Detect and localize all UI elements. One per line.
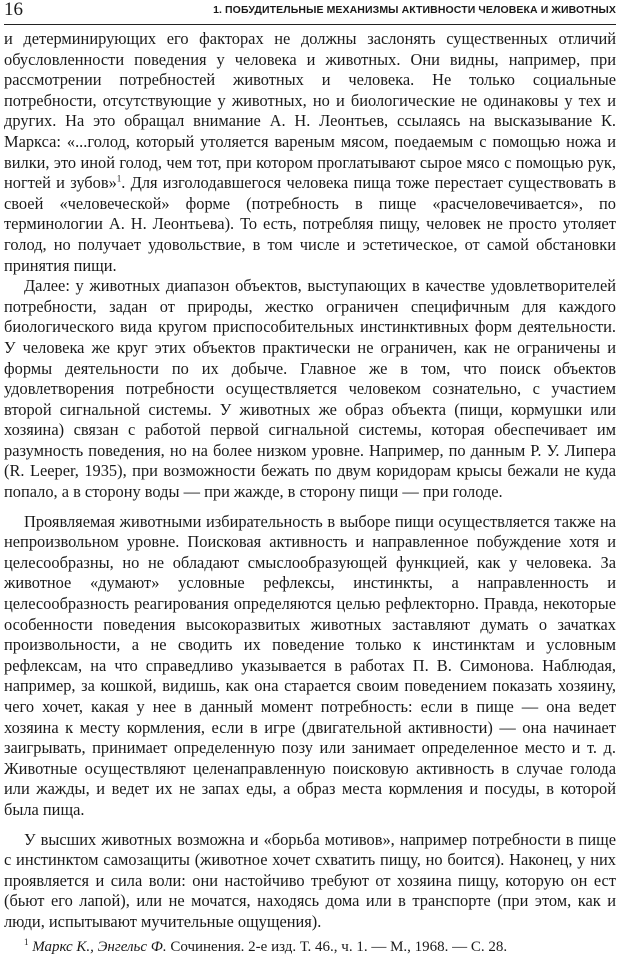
footnote-citation: Сочинения. 2-е изд. Т. 46., ч. 1. — М., 1968. — С. 28.	[166, 939, 508, 955]
paragraph-1-text-b: . Для изголодавшегося человека пища тоже перестает существовать в своей «человеческой» форме (потребность в пище «расчеловечивается», по терминологии А. Н. Леонтьева). То есть, потребляя пищу, человек не просто утоляет голод, но получает удовольствие, в том числе и эстетическое, от самой обстановки принятия пищи.	[4, 173, 616, 275]
footnote-reference[interactable]: 1	[116, 173, 122, 184]
paragraph-3: Проявляемая животными избирательность в выборе пищи осуществляется также на непроизвольном уровне. Поисковая активность и направленное побуждение хотя и целесообразны, но не обладают смыслообразующей функцией, как у человека. За животное «думают» условные рефлексы, инстинкты, а направленность и целесообразность реагирования определяются целью рефлекторно. Правда, некоторые особенности поведения высокоразвитых животных заставляют думать о зачатках произвольности, а не сводить их поведение только к инстинктам и условным рефлексам, на что справедливо указывается в работах П. В. Симонова. Наблюдая, например, за кошкой, видишь, как она старается своим поведением показать хозяину, чего хочет, какая у нее в данный момент потребность: если в пище — она ведет хозяина к месту кормления, если в игре (двигательной активности) — она начинает заигрывать, принимает определенную позу или занимает определенное место и т. д. Животные осуществляют целенаправленную поисковую активность в случае голода или жажды, и ведет их не запах еды, а образ места кормления и посуды, в которой была пища.	[4, 511, 616, 819]
body-text	[4, 29, 616, 933]
running-head: 1. ПОБУДИТЕЛЬНЫЕ МЕХАНИЗМЫ АКТИВНОСТИ ЧЕЛОВЕКА И ЖИВОТНЫХ	[213, 4, 616, 16]
footnote-authors: Маркс К., Энгельс Ф.	[32, 939, 167, 955]
footnote-mark: 1	[24, 937, 29, 947]
page-header	[4, 0, 616, 25]
page-number: 16	[4, 0, 23, 20]
paragraph-1-text-a: и детерминирующих его факторах не должны заслонять существенных отличий обусловленности поведения у человека и животных. Они видны, например, при рассмотрении потребностей животных и человека. Не только социальные потребности, отсутствующие у животных, но и биологические не одинаковы у тех и других. На это обращал внимание А. Н. Леонтьев, ссылаясь на высказывание К. Маркса: «...голод, который утоляется вареным мясом, поедаемым с помощью ножа и вилки, это иной голод, чем тот, при котором проглатывают сырое мясо с помощью рук, ногтей и зубов»	[4, 29, 616, 193]
paragraph-2: Далее: у животных диапазон объектов, выступающих в качестве удовлетворителей потребности, задан от природы, жестко ограничен специфичным для каждого биологического вида кругом приспособительных инстинктивных форм деятельности. У человека же круг этих объектов практически не ограничен, как не ограничены и формы деятельности по их добыче. Главное же в том, что поиск объектов удовлетворения потребности осуществляется человеком сознательно, с участием второй сигнальной системы. У животных же образ объекта (пищи, кормушки или хозяина) связан с работой первой сигнальной системы, которая обеспечивает им разумность поведения, но на более низком уровне. Например, по данным Р. У. Липера (R. Leeper, 1935), при возможности бежать по двум коридорам крысы бежали не куда попало, а в сторону воды — при жажде, в сторону пищи — при голоде.	[4, 276, 616, 502]
paragraph-4: У высших животных возможна и «борьба мотивов», например потребности в пище с инстинктом самозащиты (животное хочет схватить пищу, но боится). Наконец, у них проявляется и сила воли: они настойчиво требуют от хозяина пищу, которую он ест (бьют его лапой), или не мочатся, находясь дома или в транспорте (при этом, как и люди, испытывают мучительные ощущения).	[4, 829, 616, 931]
footnote	[24, 938, 616, 956]
paragraph-1	[4, 29, 616, 276]
